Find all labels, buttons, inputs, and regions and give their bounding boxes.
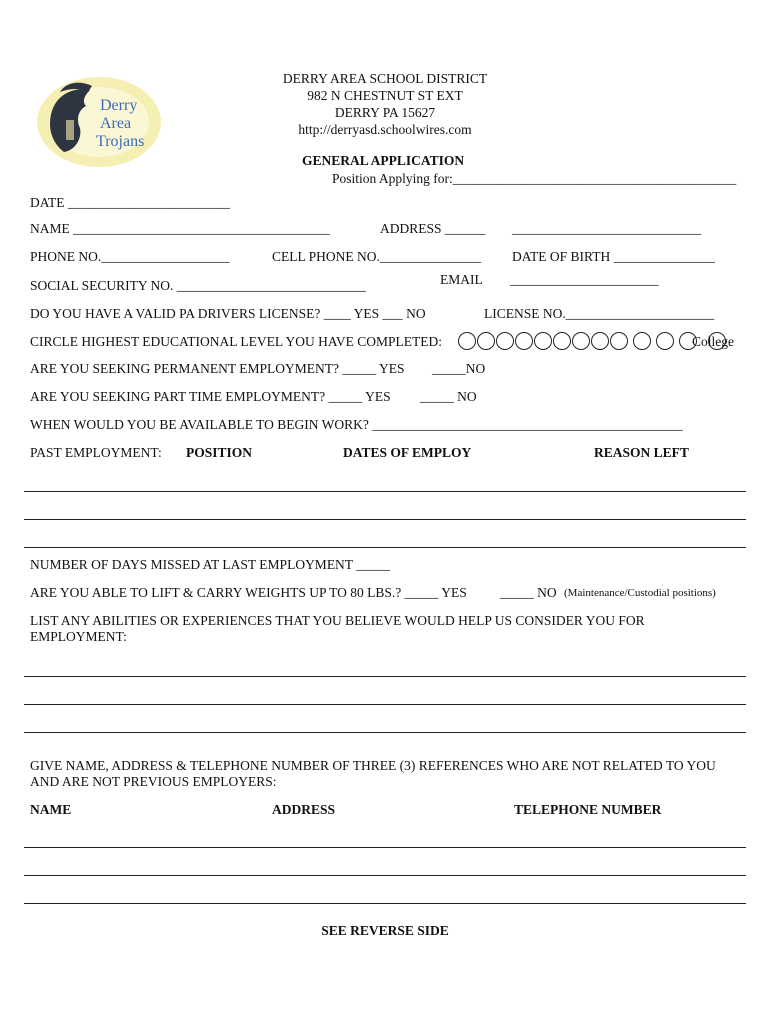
abilities-line[interactable]	[24, 732, 746, 733]
education-circle[interactable]	[458, 332, 476, 350]
education-circle[interactable]	[553, 332, 571, 350]
part-time-employment-question[interactable]: ARE YOU SEEKING PART TIME EMPLOYMENT? _____ YES	[30, 389, 391, 404]
license-number-field[interactable]: LICENSE NO.______________________	[484, 306, 715, 321]
past-employment-line[interactable]	[24, 547, 746, 548]
education-circle[interactable]	[633, 332, 651, 350]
phone-field[interactable]: PHONE NO.___________________	[30, 249, 230, 264]
reference-line[interactable]	[24, 847, 746, 848]
past-employment-label: PAST EMPLOYMENT:	[30, 445, 162, 460]
district-url[interactable]: http://derryasd.schoolwires.com	[298, 122, 472, 137]
form-title: GENERAL APPLICATION	[302, 153, 465, 168]
education-circle[interactable]	[477, 332, 495, 350]
district-name: DERRY AREA SCHOOL DISTRICT	[282, 71, 488, 86]
email-label: EMAIL	[440, 272, 483, 287]
district-street: 982 N CHESTNUT ST EXT	[307, 88, 463, 103]
past-employment-line[interactable]	[24, 519, 746, 520]
references-prompt-line1: GIVE NAME, ADDRESS & TELEPHONE NUMBER OF THREE (3) REFERENCES WHO ARE NOT RELATED TO YOU	[30, 758, 716, 773]
permanent-employment-no[interactable]: _____NO	[432, 361, 486, 376]
part-time-employment-no[interactable]: _____ NO	[420, 389, 477, 404]
past-employment-dates-header: DATES OF EMPLOY	[343, 445, 472, 460]
email-field[interactable]: ______________________	[510, 272, 659, 287]
drivers-license-question[interactable]: DO YOU HAVE A VALID PA DRIVERS LICENSE? ____ YES ___ NO	[30, 306, 426, 321]
date-of-birth-field[interactable]: DATE OF BIRTH _______________	[512, 249, 715, 264]
address-field[interactable]: ADDRESS ______	[380, 221, 486, 236]
references-name-header: NAME	[30, 802, 72, 817]
education-circle[interactable]	[496, 332, 514, 350]
district-city: DERRY PA 15627	[334, 105, 436, 120]
reference-line[interactable]	[24, 875, 746, 876]
logo-text-derry: Derry	[100, 97, 138, 114]
name-field[interactable]: NAME ______________________________________	[30, 221, 330, 236]
lift-weights-note: (Maintenance/Custodial positions)	[564, 587, 716, 599]
cell-phone-field[interactable]: CELL PHONE NO._______________	[272, 249, 482, 264]
logo-text-area: Area	[100, 115, 132, 132]
address-field-blank[interactable]: ____________________________	[512, 221, 701, 236]
permanent-employment-question[interactable]: ARE YOU SEEKING PERMANENT EMPLOYMENT? _____ YES	[30, 361, 405, 376]
education-circle[interactable]	[515, 332, 533, 350]
abilities-prompt-line2: EMPLOYMENT:	[30, 629, 127, 644]
district-header	[230, 70, 540, 138]
derry-trojans-logo	[36, 76, 162, 168]
past-employment-reason-header: REASON LEFT	[594, 445, 689, 460]
logo-text-trojans: Trojans	[96, 133, 145, 150]
education-circle[interactable]	[610, 332, 628, 350]
education-circle[interactable]	[591, 332, 609, 350]
references-address-header: ADDRESS	[272, 802, 336, 817]
lift-weights-question[interactable]: ARE YOU ABLE TO LIFT & CARRY WEIGHTS UP TO 80 LBS.? _____ YES	[30, 585, 467, 600]
past-employment-position-header: POSITION	[186, 445, 253, 460]
education-circle-college[interactable]	[708, 332, 726, 350]
abilities-line[interactable]	[24, 676, 746, 677]
abilities-prompt-line1: LIST ANY ABILITIES OR EXPERIENCES THAT YOU BELIEVE WOULD HELP US CONSIDER YOU FOR	[30, 613, 645, 628]
availability-field[interactable]: WHEN WOULD YOU BE AVAILABLE TO BEGIN WORK? ______________________________________________	[30, 417, 683, 432]
see-reverse-side: SEE REVERSE SIDE	[321, 923, 449, 938]
education-circle[interactable]	[534, 332, 552, 350]
references-telephone-header: TELEPHONE NUMBER	[514, 802, 662, 817]
lift-weights-no[interactable]: _____ NO	[500, 585, 557, 600]
position-applying-field[interactable]: Position Applying for:__________________________________________	[332, 171, 737, 186]
past-employment-line[interactable]	[24, 491, 746, 492]
references-prompt-line2: AND ARE NOT PREVIOUS EMPLOYERS:	[30, 774, 277, 789]
education-level-question: CIRCLE HIGHEST EDUCATIONAL LEVEL YOU HAVE COMPLETED:	[30, 334, 442, 349]
social-security-field[interactable]: SOCIAL SECURITY NO. ____________________________	[30, 278, 366, 293]
education-college-label: College	[692, 334, 734, 349]
abilities-line[interactable]	[24, 704, 746, 705]
education-circle[interactable]	[572, 332, 590, 350]
education-level-options[interactable]	[458, 332, 698, 350]
reference-line[interactable]	[24, 903, 746, 904]
days-missed-field[interactable]: NUMBER OF DAYS MISSED AT LAST EMPLOYMENT _____	[30, 557, 390, 572]
date-field[interactable]: DATE ________________________	[30, 195, 230, 210]
education-circle[interactable]	[656, 332, 674, 350]
